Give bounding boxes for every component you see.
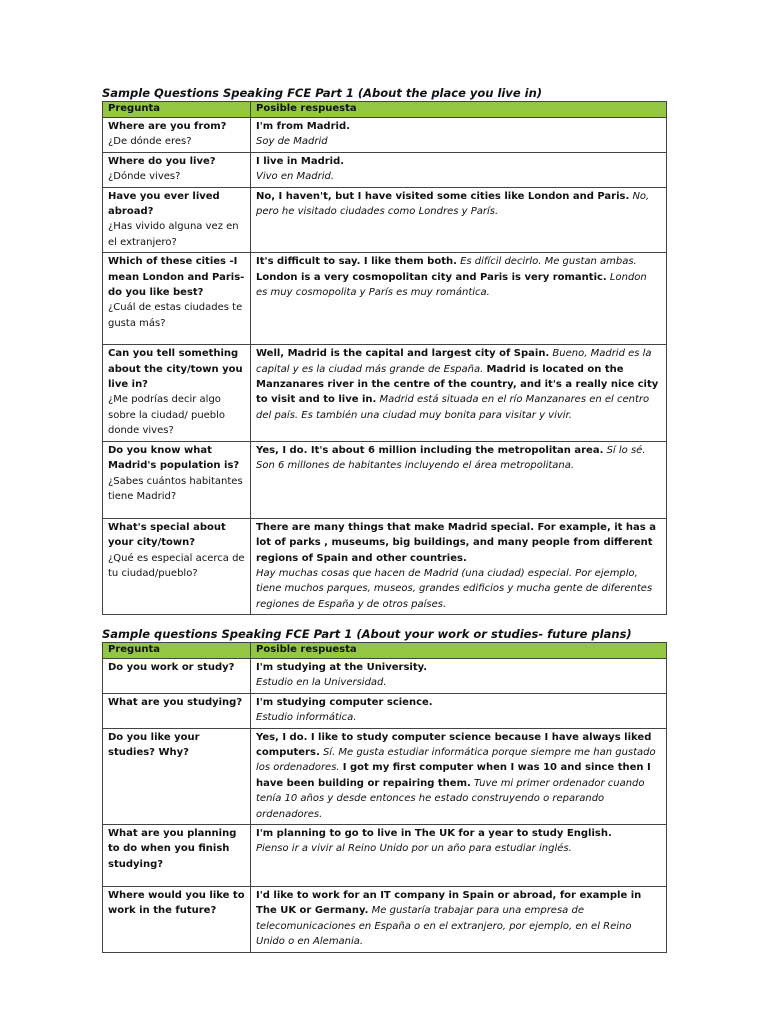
question-cell: [103, 693, 251, 728]
question-cell: [103, 441, 251, 518]
question-en: Where are you from?: [108, 121, 227, 132]
answer-es: No, pero he visitado ciudades como Londres y París.: [256, 190, 650, 218]
question-cell: [103, 345, 251, 441]
answer-es: Sí lo sé. Son 6 millones de habitantes incluyendo el área metropolitana.: [256, 444, 646, 472]
answer-en: I'm studying computer science.: [256, 696, 433, 708]
table-row: [103, 345, 667, 441]
question-es: ¿Me podrías decir algo sobre la ciudad/ pueblo donde vives?: [108, 394, 226, 437]
question-es: ¿Has vivido alguna vez en el extranjero?: [108, 221, 239, 248]
answer-es: Me gustaría trabajar para una empresa de telecomunicaciones en España o en el extranjero, por ejemplo, en el Reino Unido o en Alemania.: [256, 905, 632, 948]
answer-es: Vivo en Madrid.: [256, 171, 335, 183]
question-es: ¿Sabes cuántos habitantes tiene Madrid?: [108, 475, 243, 502]
answer-es: Madrid está situada en el río Manzanares en el centro del país. Es también una ciudad muy bonita para visitar y vivir.: [256, 394, 650, 421]
answer-es: Hay muchas cosas que hacen de Madrid (una ciudad) especial. Por ejemplo, tiene muchos parques, museos, grandes edificios y mucha gente de diferentes regiones de España y de otros países.: [256, 567, 653, 610]
question-cell: [103, 118, 251, 153]
answer-es: Pienso ir a vivir al Reino Unido por un año para estudiar inglés.: [256, 843, 572, 855]
answer-en: I'm studying at the University.: [256, 662, 428, 673]
table-row: [103, 728, 667, 824]
question-cell: [103, 518, 251, 614]
answer-cell: [251, 253, 667, 345]
answer-en: London is a very cosmopolitan city and Paris is very romantic.: [256, 271, 607, 283]
answer-cell: [251, 659, 667, 694]
section-title: Sample questions Speaking FCE Part 1 (About your work or studies- future plans): [102, 627, 632, 641]
table-row: [103, 518, 667, 614]
table-row: [103, 152, 667, 187]
question-cell: [103, 253, 251, 345]
table-row: [103, 887, 667, 953]
answer-es: Estudio informática.: [256, 712, 357, 724]
question-es: ¿Cuál de estas ciudades te gusta más?: [108, 302, 243, 329]
table-header-row: [103, 643, 667, 659]
section-place-you-live: [102, 86, 666, 615]
answer-cell: [251, 693, 667, 728]
question-en: What's special about your city/town?: [108, 521, 226, 549]
answer-cell: [251, 152, 667, 187]
question-en: Where do you live?: [108, 155, 216, 167]
answer-en: Well, Madrid is the capital and largest city of Spain.: [256, 348, 550, 360]
answer-en: Yes, I do. It's about 6 million including the metropolitan area.: [256, 444, 604, 456]
answer-es: Bueno, Madrid es la capital y es la ciudad más grande de España.: [256, 348, 652, 375]
table-row: [103, 825, 667, 887]
header-posible-respuesta: Posible respuesta: [251, 102, 667, 118]
table-header-row: [103, 102, 667, 118]
answer-en: Yes, I do. I like to study computer science because I have always liked computers.: [256, 731, 652, 759]
table-row: [103, 441, 667, 518]
question-en: Where would you like to work in the future?: [108, 890, 245, 917]
header-posible-respuesta: Posible respuesta: [251, 643, 667, 659]
answer-en: I live in Madrid.: [256, 155, 345, 167]
question-cell: [103, 659, 251, 694]
question-cell: [103, 887, 251, 953]
question-en: Do you work or study?: [108, 662, 235, 673]
question-es: ¿Qué es especial acerca de tu ciudad/pueblo?: [108, 552, 245, 579]
table-row: [103, 253, 667, 345]
question-cell: [103, 825, 251, 887]
answer-en: There are many things that make Madrid special. For example, it has a lot of parks , museums, big buildings, and many people from different regions of Spain and other countries.: [256, 521, 656, 564]
answer-es: London es muy cosmopolita y París es muy romántica.: [256, 271, 647, 299]
answer-cell: [251, 887, 667, 953]
answer-en: I'm planning to go to live in The UK for a year to study English.: [256, 828, 612, 840]
question-en: Can you tell something about the city/town you live in?: [108, 348, 243, 391]
question-es: ¿De dónde eres?: [108, 136, 192, 148]
question-es: ¿Dónde vives?: [108, 171, 181, 183]
answer-en: It's difficult to say. I like them both.: [256, 256, 457, 268]
answer-es: Sí. Me gusta estudiar informática porque siempre me han gustado los ordenadores.: [256, 747, 656, 774]
answer-es: Estudio en la Universidad.: [256, 677, 387, 689]
question-cell: [103, 187, 251, 253]
answer-cell: [251, 518, 667, 614]
answer-cell: [251, 345, 667, 441]
answer-en: No, I haven't, but I have visited some cities like London and Paris.: [256, 190, 630, 202]
question-en: Do you know what Madrid's population is?: [108, 444, 240, 472]
questions-table: [102, 101, 667, 615]
answer-es: Tuve mi primer ordenador cuando tenía 10 años y desde entonces he estado construyendo o reparando ordenadores.: [256, 777, 645, 820]
answer-cell: [251, 187, 667, 253]
question-en: What are you studying?: [108, 696, 243, 708]
table-row: [103, 118, 667, 153]
question-en: What are you planning to do when you finish studying?: [108, 828, 237, 870]
section-title: Sample Questions Speaking FCE Part 1 (About the place you live in): [102, 86, 543, 100]
answer-en: Madrid is located on the Manzanares river in the centre of the country, and it's a really nice city to visit and to live in.: [256, 363, 659, 406]
answer-cell: [251, 441, 667, 518]
question-en: Which of these cities -I mean London and Paris- do you like best?: [108, 256, 245, 299]
answer-cell: [251, 825, 667, 887]
header-pregunta: Pregunta: [103, 102, 251, 118]
answer-cell: [251, 118, 667, 153]
answer-es: Es difícil decirlo. Me gustan ambas.: [460, 256, 637, 268]
question-en: Do you like your studies? Why?: [108, 731, 200, 759]
question-en: Have you ever lived abroad?: [108, 190, 220, 218]
table-row: [103, 693, 667, 728]
question-cell: [103, 152, 251, 187]
answer-cell: [251, 728, 667, 824]
answer-en: I'd like to work for an IT company in Spain or abroad, for example in The UK or Germany.: [256, 890, 642, 917]
section-work-or-studies: [102, 627, 666, 953]
header-pregunta: Pregunta: [103, 643, 251, 659]
table-row: [103, 659, 667, 694]
question-cell: [103, 728, 251, 824]
answer-en: I'm from Madrid.: [256, 121, 350, 132]
table-row: [103, 187, 667, 253]
answer-en: I got my first computer when I was 10 and since then I have been building or repairing them.: [256, 762, 651, 789]
answer-es: Soy de Madrid: [256, 136, 328, 148]
questions-table: [102, 642, 667, 953]
